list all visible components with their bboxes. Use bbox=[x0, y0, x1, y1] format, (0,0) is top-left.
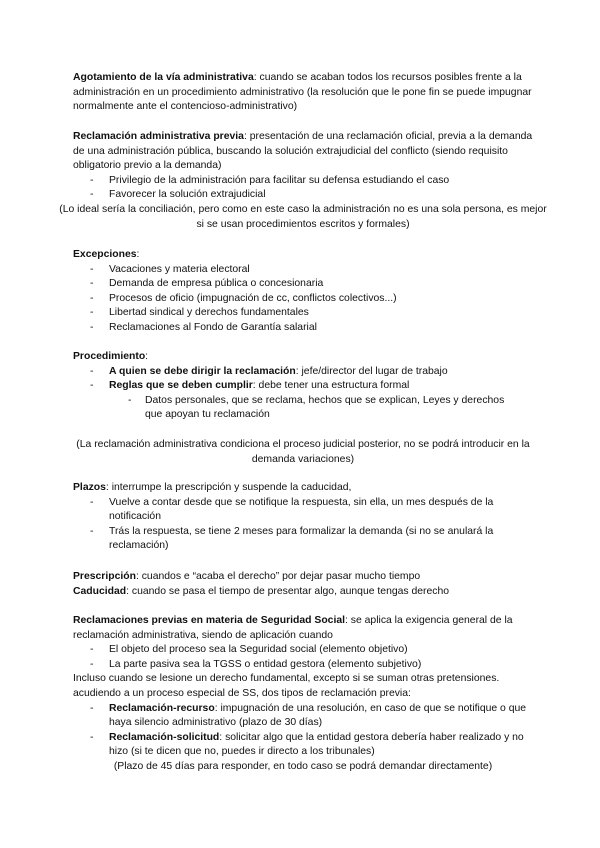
reclamacion-previa-term: Reclamación administrativa previa bbox=[73, 131, 244, 142]
seguridad-social-tipos-list bbox=[73, 702, 533, 760]
seguridad-social-note: (Plazo de 45 días para responder, en todo caso se podrá demandar directamente) bbox=[113, 760, 493, 772]
reclamacion-recurso-text: : impugnación de una resolución, en caso de que se notifique o que haya silencio administrativo (plazo de 30 días) bbox=[109, 702, 527, 729]
procedimiento-list bbox=[73, 365, 533, 423]
list-item: - Favorecer la solución extrajudicial bbox=[73, 188, 533, 203]
list-item: - El objeto del proceso sea la Seguridad social (elemento objetivo) bbox=[73, 643, 533, 658]
caducidad-term: Caducidad bbox=[73, 585, 127, 597]
agotamiento-term: Agotamiento de la vía administrativa bbox=[73, 72, 254, 83]
list-item bbox=[73, 365, 533, 380]
agotamiento-paragraph bbox=[73, 71, 533, 115]
excepciones-list bbox=[73, 263, 533, 336]
procedimiento-heading bbox=[73, 350, 533, 365]
plazos-paragraph bbox=[73, 481, 533, 496]
procedimiento-item1-term: A quien se debe dirigir la reclamación bbox=[109, 365, 296, 377]
agotamiento-text: : cuando se acaban todos los recursos posibles frente a la administración en un procedimiento administrativo (la resolución que le pone fin se puede impugnar normalmente ante el contencioso-administrativo) bbox=[73, 72, 532, 113]
prescripcion-text: : cuandos e “acaba el derecho” por dejar pasar mucho tiempo bbox=[135, 571, 421, 582]
seguridad-social-list bbox=[73, 643, 533, 672]
reclamacion-solicitud-text: : solicitar algo que la entidad gestora debería haber realizado y no hizo (si te dicen que no, puedes ir directo a los tribunales) bbox=[109, 731, 524, 758]
section-procedimiento bbox=[73, 350, 533, 423]
procedimiento-item2-term: Reglas que se deben cumplir bbox=[109, 380, 253, 392]
reclamacion-previa-note: (Lo ideal sería la conciliación, pero como en este caso la administración no es una sola persona, es mejor si se usan procedimientos escritos y formales) bbox=[59, 203, 547, 230]
excepciones-term: Excepciones bbox=[73, 249, 137, 260]
list-item: - Vuelve a contar desde que se notifique la respuesta, sin ella, un mes después de la notificación bbox=[73, 496, 533, 525]
excepciones-heading bbox=[73, 248, 533, 263]
procedimiento-item2-text: : debe tener una estructura formal bbox=[252, 380, 410, 392]
seguridad-social-text: : se aplica la exigencia general de la reclamación administrativa, siendo de aplicación cuando bbox=[73, 615, 513, 641]
seguridad-social-paragraph bbox=[73, 614, 533, 643]
reclamacion-previa-list bbox=[73, 174, 533, 203]
list-item: - Trás la respuesta, se tiene 2 meses para formalizar la demanda (si no se anulará la reclamación) bbox=[73, 525, 533, 554]
caducidad-paragraph bbox=[73, 585, 533, 600]
plazos-text: : interrumpe la prescripción y suspende la caducidad, bbox=[105, 482, 352, 493]
plazos-list bbox=[73, 496, 533, 554]
prescripcion-paragraph bbox=[73, 570, 533, 585]
list-item: - Procesos de oficio (impugnación de cc, conflictos colectivos...) bbox=[73, 292, 533, 307]
list-item: - Vacaciones y materia electoral bbox=[73, 263, 533, 278]
section-prescripcion-caducidad bbox=[73, 570, 533, 599]
section-agotamiento bbox=[73, 71, 533, 115]
reclamacion-previa-text: : presentación de una reclamación oficial, previa a la demanda de una administración pública, buscando la solución extrajudicial del conflicto (siendo requisito obligatorio previo a la demanda) bbox=[73, 131, 533, 172]
procedimiento-term: Procedimiento bbox=[73, 351, 146, 362]
list-item: - Demanda de empresa pública o concesionaria bbox=[73, 277, 533, 292]
section-reclamacion-previa bbox=[59, 130, 547, 232]
list-item bbox=[73, 702, 533, 731]
list-item: - Privilegio de la administración para facilitar su defensa estudiando el caso bbox=[73, 174, 533, 189]
caducidad-text: : cuando se pasa el tiempo de presentar algo, aunque tengas derecho bbox=[126, 585, 450, 597]
list-item: - La parte pasiva sea la TGSS o entidad gestora (elemento subjetivo) bbox=[73, 658, 533, 673]
plazos-term: Plazos bbox=[73, 482, 106, 493]
list-item: - Libertad sindical y derechos fundamentales bbox=[73, 306, 533, 321]
section-seguridad-social bbox=[73, 614, 533, 775]
list-item bbox=[73, 731, 533, 760]
procedimiento-colon: : bbox=[145, 351, 149, 362]
seguridad-social-term: Reclamaciones previas en materia de Seguridad Social bbox=[73, 615, 346, 626]
procedimiento-note: (La reclamación administrativa condiciona el proceso judicial posterior, no se podrá introducir en la demanda variaciones) bbox=[76, 439, 530, 465]
prescripcion-term: Prescripción bbox=[73, 571, 136, 582]
list-item bbox=[73, 379, 533, 394]
list-subitem: - Datos personales, que se reclama, hechos que se explican, Leyes y derechos que apoyan tu reclamación bbox=[73, 394, 533, 423]
reclamacion-recurso-term: Reclamación-recurso bbox=[109, 702, 215, 714]
excepciones-colon: : bbox=[136, 249, 140, 260]
seguridad-social-para: Incluso cuando se lesione un derecho fundamental, excepto si se suman otras pretensiones. acudiendo a un proceso especial de SS, dos tipos de reclamación previa: bbox=[73, 673, 500, 699]
section-plazos bbox=[73, 481, 533, 554]
section-excepciones bbox=[73, 248, 533, 336]
reclamacion-previa-paragraph bbox=[73, 130, 533, 174]
list-item: - Reclamaciones al Fondo de Garantía salarial bbox=[73, 321, 533, 336]
procedimiento-item1-text: : jefe/director del lugar de trabajo bbox=[295, 365, 448, 377]
reclamacion-solicitud-term: Reclamación-solicitud bbox=[109, 731, 220, 743]
